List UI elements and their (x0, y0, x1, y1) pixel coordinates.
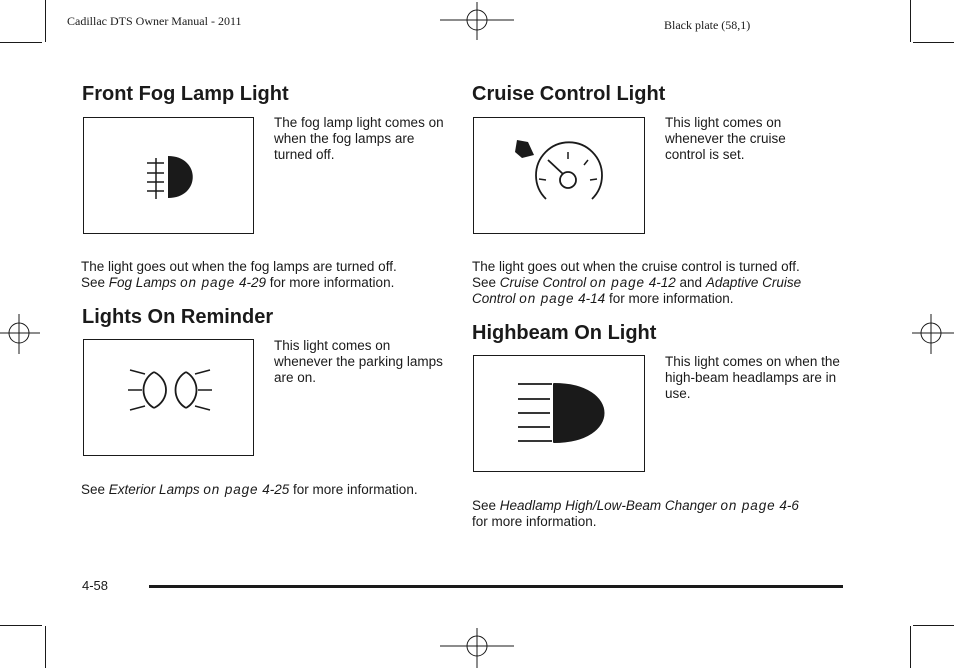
parking-lamps-icon-box (83, 339, 254, 456)
reference-page: 4-6 (779, 498, 799, 513)
reference-title: Exterior Lamps (108, 482, 200, 497)
more-info-text: for more information. (608, 291, 734, 306)
cross-reference-link[interactable] (500, 275, 676, 290)
footer-rule (149, 585, 843, 588)
parking-lamps-paragraph (81, 482, 461, 498)
reference-title: Cruise Control (499, 275, 587, 290)
section-title-fog-lamp: Front Fog Lamp Light (82, 83, 289, 105)
parking-lamps-description: This light comes on whenever the parking lamps are on. (274, 338, 443, 385)
high-beam-icon-box (473, 355, 645, 472)
reference-on-page: on page (203, 482, 259, 497)
fog-lamp-paragraph (81, 259, 451, 291)
reference-title: Adaptive Cruise (705, 275, 802, 290)
cruise-off-text: The light goes out when the cruise control is turned off. (472, 259, 800, 274)
crop-mark (910, 0, 911, 42)
see-label: See (472, 275, 497, 290)
high-beam-description: This light comes on when the high-beam headlamps are in use. (665, 354, 840, 401)
more-info-text: for more information. (269, 275, 395, 290)
reference-title: Fog Lamps (108, 275, 177, 290)
fog-lamp-off-text: The light goes out when the fog lamps are turned off. (81, 259, 397, 274)
crop-mark (910, 626, 911, 668)
front-fog-lamp-icon (84, 118, 255, 235)
reference-title: Headlamp High/Low-Beam Changer (499, 498, 717, 513)
section-title-highbeam: Highbeam On Light (472, 322, 657, 344)
registration-mark-icon (912, 314, 954, 354)
section-title-cruise-control: Cruise Control Light (472, 83, 666, 105)
fog-lamp-description: The fog lamp light comes on when the fog lamps are turned off. (274, 115, 444, 162)
section-title-lights-on-reminder: Lights On Reminder (82, 306, 274, 328)
cross-reference-link[interactable] (500, 498, 799, 513)
reference-title: Control (472, 291, 516, 306)
reference-page: 4-29 (238, 275, 267, 290)
crop-mark (913, 42, 954, 43)
see-label: See (81, 482, 106, 497)
parking-lamps-icon (84, 340, 255, 457)
reference-on-page: on page (589, 275, 645, 290)
reference-page: 4-12 (648, 275, 676, 290)
running-header-plate: Black plate (58,1) (664, 18, 751, 32)
cruise-control-paragraph (472, 259, 847, 307)
reference-on-page: on page (720, 498, 776, 513)
running-header-title: Cadillac DTS Owner Manual - 2011 (67, 14, 242, 28)
registration-mark-icon (440, 2, 514, 42)
more-info-text: for more information. (293, 482, 418, 497)
reference-page: 4-25 (262, 482, 290, 497)
see-label: See (81, 275, 106, 290)
cruise-control-description: This light comes on whenever the cruise control is set. (665, 115, 786, 162)
more-info-text: for more information. (472, 514, 597, 529)
registration-mark-icon (440, 626, 514, 668)
fog-lamp-icon-box (83, 117, 254, 234)
crop-mark (45, 626, 46, 668)
see-label: See (472, 498, 497, 513)
registration-mark-icon (0, 314, 40, 354)
cruise-control-icon-box (473, 117, 645, 234)
crop-mark (913, 625, 954, 626)
high-beam-icon (474, 356, 646, 473)
high-beam-paragraph (472, 498, 847, 530)
reference-page: 4-14 (578, 291, 606, 306)
reference-on-page: on page (519, 291, 575, 306)
cross-reference-link[interactable] (109, 482, 289, 497)
crop-mark (0, 42, 42, 43)
cross-reference-link[interactable] (109, 275, 266, 290)
reference-on-page: on page (180, 275, 236, 290)
and-text: and (679, 275, 703, 290)
crop-mark (45, 0, 46, 42)
page-number: 4-58 (82, 578, 109, 593)
crop-mark (0, 625, 42, 626)
cruise-control-icon (474, 118, 646, 235)
